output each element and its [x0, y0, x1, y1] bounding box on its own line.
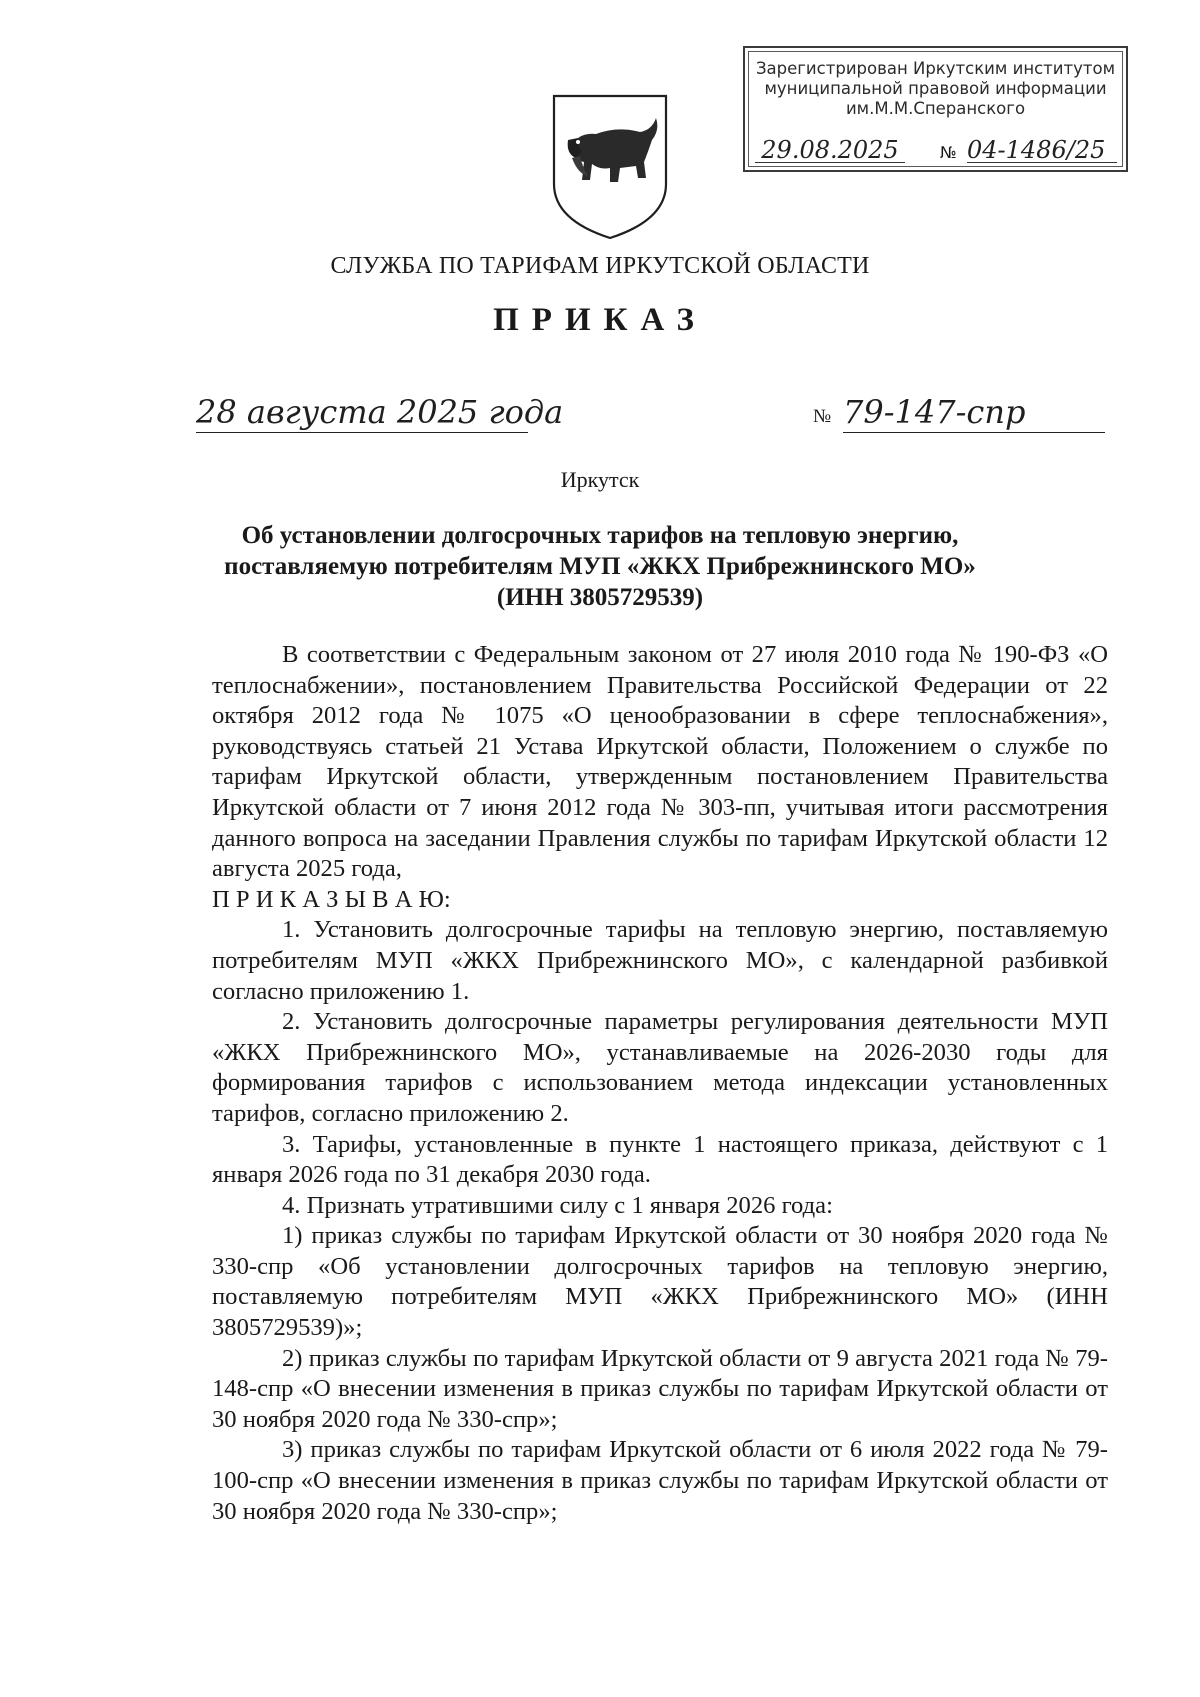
order-subitem-2: 2) приказ службы по тарифам Иркутской области от 9 августа 2021 года № 79-148-спр «О внесении изменения в приказ службы по тарифам Иркутской области от 30 ноября 2020 года № 330-спр»;	[212, 1344, 1108, 1433]
city-name: Иркутск	[560, 467, 640, 492]
order-date: 28 августа 2025 года	[196, 393, 564, 431]
stamp-line: муниципальной правовой информации	[764, 79, 1107, 98]
order-number-label: №	[813, 406, 832, 427]
order-item-3: 3. Тарифы, установленные в пункте 1 настоящего приказа, действуют с 1 января 2026 года по 31 декабря 2030 года.	[212, 1130, 1108, 1189]
order-item-1: 1. Установить долгосрочные тарифы на тепловую энергию, поставляемую потребителям МУП «ЖКХ Прибрежнинского МО», с календарной разбивкой согласно приложению 1.	[212, 916, 1108, 1005]
order-subitem-3: 3) приказ службы по тарифам Иркутской области от 6 июля 2022 года № 79-100-спр «О внесении изменения в приказ службы по тарифам Иркутской области от 30 ноября 2020 года № 330-спр»;	[212, 1436, 1108, 1525]
title-line: Об установлении долгосрочных тарифов на тепловую энергию,	[241, 522, 959, 549]
order-word: П Р И К А З Ы В А Ю:	[212, 885, 451, 913]
title-line: (ИНН 3805729539)	[496, 584, 704, 611]
order-item-4: 4. Признать утратившими силу с 1 января 2026 года:	[282, 1191, 833, 1219]
stamp-line: им.М.М.Сперанского	[845, 99, 1026, 118]
stamp-line: Зарегистрирован Иркутским институтом	[755, 59, 1116, 78]
document-body	[212, 640, 1108, 1527]
title-line: поставляемую потребителям МУП «ЖКХ Прибрежнинского МО»	[224, 553, 976, 580]
stamp-registration-date: 29.08.2025	[755, 136, 905, 163]
document-title	[220, 520, 980, 613]
stamp-registration-number: 04-1486/25	[967, 136, 1117, 163]
coat-of-arms-emblem	[548, 92, 672, 242]
preamble-paragraph: В соответствии с Федеральным законом от 27 июля 2010 года № 190-ФЗ «О теплоснабжении», постановлением Правительства Российской Федерации от 22 октября 2012 года № 1075 «О ценообразовании в сфере теплоснабжения», руководствуясь статьей 21 Устава Иркутской области, Положением о службе по тарифам Иркутской области, утвержденным постановлением Правительства Иркутской области от 7 июня 2012 года № 303-пп, учитывая итоги рассмотрения данного вопроса на заседании Правления службы по тарифам Иркутской области 12 августа 2025 года,	[212, 641, 1108, 883]
stamp-number-label: №	[940, 143, 957, 162]
registration-stamp	[743, 46, 1128, 172]
order-item-2: 2. Установить долгосрочные параметры регулирования деятельности МУП «ЖКХ Прибрежнинского МО», устанавливаемые на 2026-2030 годы для формирования тарифов с использованием метода индексации установленных тарифов, согласно приложению 2.	[212, 1008, 1108, 1127]
order-subitem-1: 1) приказ службы по тарифам Иркутской области от 30 ноября 2020 года № 330-спр «Об установлении долгосрочных тарифов на тепловую энергию, поставляемую потребителям МУП «ЖКХ Прибрежнинского МО» (ИНН 3805729539)»;	[212, 1222, 1108, 1342]
agency-name: СЛУЖБА ПО ТАРИФАМ ИРКУТСКОЙ ОБЛАСТИ	[330, 253, 870, 279]
document-type-heading: ПРИКАЗ	[493, 302, 707, 338]
order-number: 79-147-спр	[843, 392, 1105, 433]
